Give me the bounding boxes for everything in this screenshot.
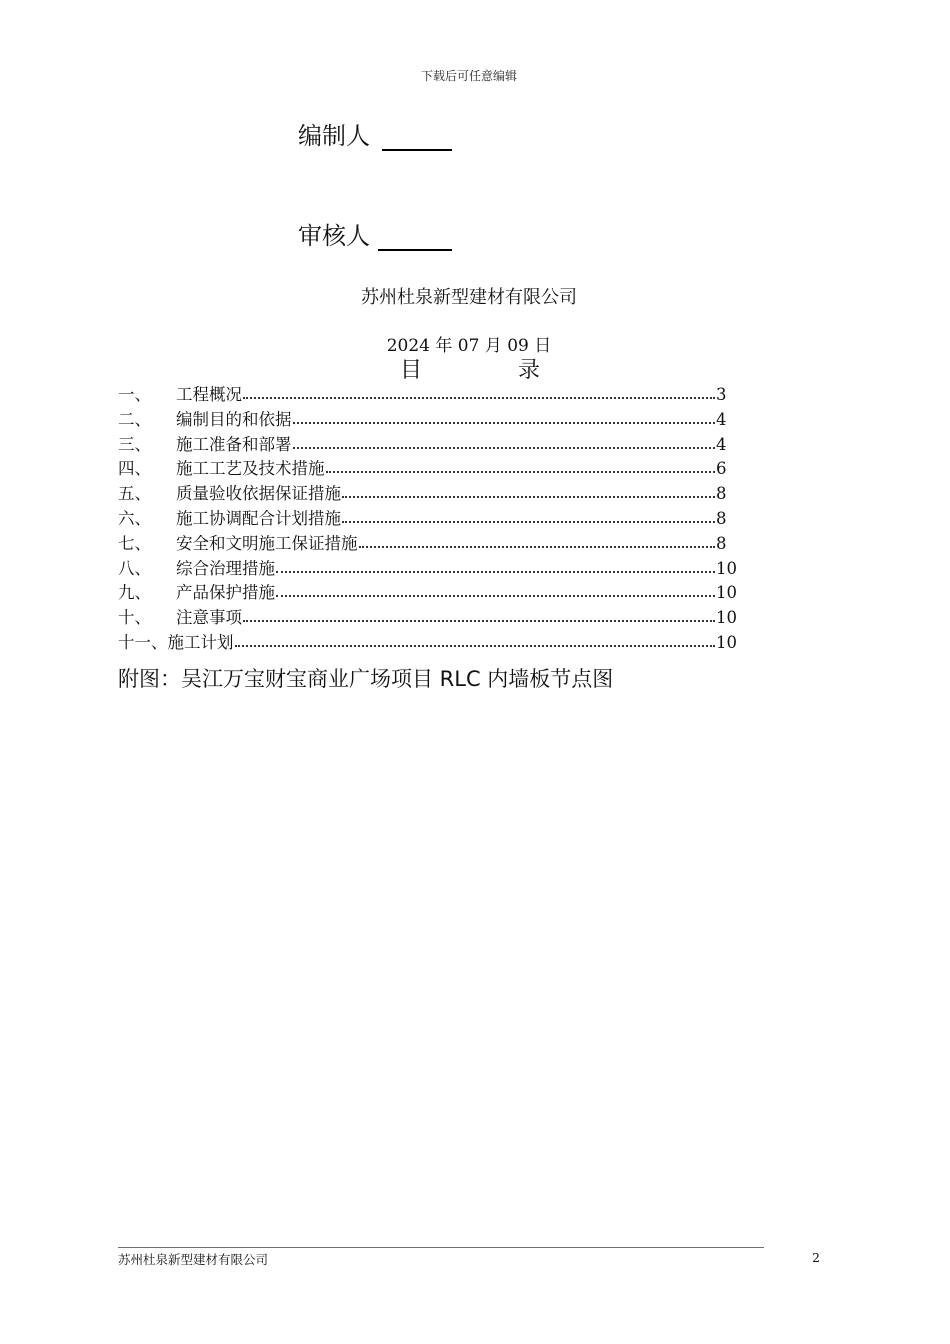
reviewer-label: 审核人	[298, 222, 370, 250]
toc-entry-page: 8	[716, 484, 727, 504]
toc-entry[interactable]	[118, 505, 738, 530]
toc-entry[interactable]	[118, 555, 738, 580]
toc-leader-dots	[243, 388, 715, 399]
toc-title-left: 目	[400, 358, 423, 383]
toc-entry-number: 四、	[118, 459, 151, 479]
toc-leader-dots	[276, 561, 715, 572]
footer-company: 苏州杜泉新型建材有限公司	[118, 1252, 269, 1267]
toc-entry[interactable]	[118, 579, 738, 604]
toc-entry-number: 一、	[118, 385, 151, 404]
toc-entry[interactable]	[118, 381, 738, 406]
toc-entry-number: 六、	[118, 508, 151, 528]
table-of-contents	[118, 381, 738, 654]
toc-entry-number: 十一、	[118, 632, 168, 652]
header-note: 下载后可任意编辑	[420, 69, 517, 83]
compiler-signature	[298, 116, 452, 151]
toc-entry-number: 九、	[118, 583, 151, 603]
toc-entry-number: 八、	[118, 558, 151, 578]
appendix-line: 附图：吴江万宝财宝商业广场项目 RLC 内墙板节点图	[118, 667, 614, 691]
toc-leader-dots	[293, 437, 716, 448]
toc-title-right: 录	[518, 358, 541, 383]
toc-entry-label: 注意事项	[176, 608, 242, 628]
toc-entry-number: 七、	[118, 533, 151, 553]
compiler-label: 编制人	[298, 122, 370, 150]
toc-entry-page: 6	[716, 459, 727, 479]
toc-entry-page: 3	[716, 385, 727, 404]
toc-leader-dots	[342, 487, 715, 498]
toc-entry-label: 施工准备和部署	[176, 434, 292, 454]
toc-entry-number: 三、	[118, 434, 151, 454]
toc-entry-page: 4	[716, 409, 727, 429]
toc-entry-page: 10	[716, 583, 737, 603]
footer-page-number: 2	[812, 1250, 820, 1265]
toc-leader-dots	[342, 512, 715, 523]
toc-entry-number: 十、	[118, 608, 151, 628]
toc-entry-label: 产品保护措施	[176, 583, 275, 603]
toc-entry-label: 质量验收依据保证措施	[176, 484, 341, 504]
toc-entry-page: 4	[716, 434, 727, 454]
toc-entry-number: 二、	[118, 409, 151, 429]
toc-entry-page: 10	[716, 608, 737, 628]
toc-entry-label: 施工协调配合计划措施	[176, 508, 341, 528]
toc-leader-dots	[243, 611, 715, 622]
toc-entry-page: 8	[716, 508, 727, 528]
toc-entry[interactable]	[118, 480, 738, 505]
toc-entry-label: 综合治理措施	[176, 558, 275, 578]
toc-entry-label: 施工工艺及技术措施	[176, 459, 325, 479]
toc-leader-dots	[326, 462, 716, 473]
toc-entry-label: 施工计划	[167, 632, 234, 652]
toc-entry-label: 工程概况	[176, 385, 242, 404]
toc-entry-page: 10	[716, 558, 737, 578]
footer-divider	[118, 1247, 764, 1248]
reviewer-signature	[298, 216, 452, 251]
reviewer-signature-line	[378, 227, 452, 251]
toc-entry-label: 编制目的和依据	[176, 409, 292, 429]
toc-entry[interactable]	[118, 530, 738, 555]
company-name: 苏州杜泉新型建材有限公司	[361, 287, 577, 308]
toc-entry[interactable]	[118, 455, 738, 480]
toc-entry[interactable]	[118, 604, 738, 629]
toc-entry[interactable]	[118, 431, 738, 456]
toc-entry-page: 10	[716, 632, 737, 652]
toc-entry[interactable]	[118, 629, 738, 654]
document-date: 2024 年 07 月 09 日	[386, 336, 552, 356]
compiler-signature-line	[382, 127, 452, 151]
toc-leader-dots	[276, 586, 715, 597]
toc-title	[400, 353, 540, 384]
toc-leader-dots	[359, 537, 716, 548]
toc-leader-dots	[235, 636, 716, 647]
toc-entry-page: 8	[716, 533, 727, 553]
toc-entry-label: 安全和文明施工保证措施	[176, 533, 358, 553]
toc-entry-number: 五、	[118, 484, 151, 504]
toc-entry[interactable]	[118, 406, 738, 431]
toc-leader-dots	[293, 413, 716, 424]
